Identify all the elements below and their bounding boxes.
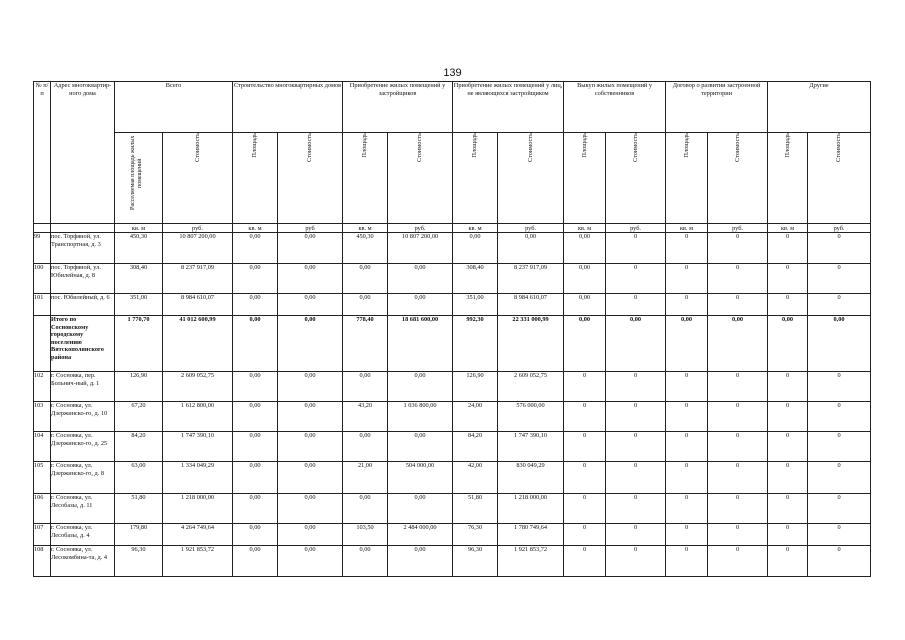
cell-cost: 1 747 390,10 [498, 432, 564, 462]
subheader-area: Площадь [471, 133, 479, 158]
cell-area: 0,00 [343, 432, 388, 462]
cell-area: 0 [666, 402, 708, 432]
cell-area: 1 770,70 [115, 316, 163, 372]
subheader-resettled-area: Расселяемая площадь жилых помещений [129, 135, 143, 211]
row-address: г. Сосновка, ул. Дзержинско-го, д. 25 [51, 432, 115, 462]
cell-area: 103,50 [343, 524, 388, 546]
subheader-area: Площадь [783, 133, 791, 158]
unit-label: кв. м [343, 224, 388, 233]
cell-cost: 0 [808, 546, 871, 577]
cell-cost: 0,00 [708, 316, 768, 372]
cell-cost: 4 264 749,64 [163, 524, 233, 546]
cell-cost: 1 921 853,72 [163, 546, 233, 577]
cell-area: 0,00 [233, 294, 278, 316]
header-group-construction: Строительство многоквартирных домов [233, 82, 343, 133]
cell-area: 778,40 [343, 316, 388, 372]
row-number: 105 [34, 462, 51, 494]
header-group-other: Другие [768, 82, 871, 133]
cell-cost: 2 484 000,00 [388, 524, 453, 546]
cell-area: 0 [768, 294, 808, 316]
cell-cost: 0,00 [278, 462, 343, 494]
subheader-cost: Стоимость [631, 133, 639, 163]
cell-cost: 0,00 [388, 264, 453, 294]
cell-cost: 0 [606, 546, 666, 577]
row-address: пос. Юбилейный, д. 6 [51, 294, 115, 316]
cell-cost: 41 012 600,99 [163, 316, 233, 372]
row-address: г. Сосновка, ул. Дзержинско-го, д. 8 [51, 462, 115, 494]
row-number: 102 [34, 372, 51, 402]
cell-cost: 0 [708, 494, 768, 524]
cell-area: 0 [564, 546, 606, 577]
subheader-area: Площадь [251, 133, 259, 158]
unit-label: руб [278, 224, 343, 233]
table-row [34, 462, 871, 494]
cell-cost: 0,00 [278, 233, 343, 264]
cell-cost: 0 [606, 432, 666, 462]
row-address: г. Сосновка, ул. Лесобазы, д. 4 [51, 524, 115, 546]
row-address: г. Сосновка, ул. Лесокомбина-та, д. 4 [51, 546, 115, 577]
cell-area: 0 [666, 294, 708, 316]
cell-area: 0 [666, 494, 708, 524]
cell-area: 0,00 [564, 264, 606, 294]
cell-cost: 0,00 [388, 494, 453, 524]
row-address: г. Сосновка, ул. Лесобазы, д. 11 [51, 494, 115, 524]
cell-cost: 0 [808, 524, 871, 546]
cell-area: 0 [666, 233, 708, 264]
cell-area: 0,00 [666, 316, 708, 372]
cell-cost: 0 [808, 294, 871, 316]
unit-label: кв. м [768, 224, 808, 233]
cell-cost: 0 [606, 402, 666, 432]
subheader-area: Площадь [361, 133, 369, 158]
cell-area: 67,20 [115, 402, 163, 432]
header-group-territory-development: Договор о развитии застроенной территории [666, 82, 768, 133]
cell-area: 0,00 [233, 233, 278, 264]
cell-cost: 1 780 749,64 [498, 524, 564, 546]
cell-cost: 2 609 052,75 [498, 372, 564, 402]
row-address: пос. Торфяной, ул. Юбилейная, д. 8 [51, 264, 115, 294]
cell-cost: 0,00 [278, 402, 343, 432]
page-number: 139 [443, 67, 462, 79]
cell-area: 0 [666, 524, 708, 546]
cell-cost: 10 807 200,00 [163, 233, 233, 264]
table-row [34, 432, 871, 462]
row-address: г. Сосновка, ул. Дзержинско-го, д. 10 [51, 402, 115, 432]
subheader-cost: Стоимость [306, 133, 314, 163]
row-number: 101 [34, 294, 51, 316]
cell-area: 0,00 [233, 316, 278, 372]
cell-cost: 0 [606, 524, 666, 546]
cell-cost: 8 984 610,07 [498, 294, 564, 316]
cell-cost: 1 921 853,72 [498, 546, 564, 577]
unit-label: руб. [606, 224, 666, 233]
cell-area: 450,30 [115, 233, 163, 264]
cell-cost: 576 000,00 [498, 402, 564, 432]
cell-area: 0 [768, 546, 808, 577]
header-no: № п/п [34, 82, 51, 224]
cell-area: 0,00 [343, 372, 388, 402]
cell-cost: 1 218 000,00 [498, 494, 564, 524]
cell-area: 0 [564, 372, 606, 402]
cell-area: 96,30 [453, 546, 498, 577]
cell-area: 992,30 [453, 316, 498, 372]
unit-label: руб. [708, 224, 768, 233]
cell-area: 51,80 [453, 494, 498, 524]
cell-cost: 0 [808, 233, 871, 264]
unit-label: руб. [388, 224, 453, 233]
unit-label: руб. [808, 224, 871, 233]
row-number [34, 316, 51, 372]
cell-cost: 0,00 [606, 316, 666, 372]
unit-label: кв. м [115, 224, 163, 233]
cell-area: 96,30 [115, 546, 163, 577]
cell-cost: 0,00 [388, 294, 453, 316]
row-number: 106 [34, 494, 51, 524]
cell-area: 0 [666, 462, 708, 494]
cell-area: 0,00 [343, 264, 388, 294]
subheader-cost: Стоимость [835, 133, 843, 163]
table-total-row [34, 316, 871, 372]
cell-area: 84,20 [453, 432, 498, 462]
cell-cost: 0,00 [278, 264, 343, 294]
cell-area: 0,00 [233, 462, 278, 494]
cell-cost: 0 [708, 294, 768, 316]
unit-label: руб. [498, 224, 564, 233]
cell-cost: 0 [808, 372, 871, 402]
cell-area: 0 [768, 233, 808, 264]
cell-cost: 1 334 049,29 [163, 462, 233, 494]
cell-area: 0 [768, 494, 808, 524]
cell-area: 0,00 [343, 294, 388, 316]
cell-area: 0 [768, 264, 808, 294]
cell-area: 0,00 [343, 494, 388, 524]
cell-area: 0 [768, 372, 808, 402]
cell-cost: 0 [808, 494, 871, 524]
cell-area: 0 [564, 524, 606, 546]
cell-area: 0,00 [233, 432, 278, 462]
cell-area: 0 [666, 546, 708, 577]
cell-cost: 8 237 917,09 [163, 264, 233, 294]
resettlement-table [33, 81, 871, 577]
cell-cost: 1 036 800,00 [388, 402, 453, 432]
cell-cost: 0 [606, 494, 666, 524]
cell-cost: 0 [708, 233, 768, 264]
cell-area: 0 [666, 432, 708, 462]
cell-area: 308,40 [115, 264, 163, 294]
cell-area: 450,30 [343, 233, 388, 264]
cell-area: 0 [768, 402, 808, 432]
table-row [34, 294, 871, 316]
row-number: 107 [34, 524, 51, 546]
cell-area: 0 [564, 494, 606, 524]
header-group-owner-buyout: Выкуп жилых помещений у собственников [564, 82, 666, 133]
cell-area: 0 [768, 462, 808, 494]
cell-area: 0 [768, 432, 808, 462]
cell-area: 63,00 [115, 462, 163, 494]
cell-cost: 0,00 [278, 294, 343, 316]
cell-area: 0,00 [233, 494, 278, 524]
cell-area: 76,30 [453, 524, 498, 546]
row-number: 100 [34, 264, 51, 294]
units-row [34, 224, 871, 233]
cell-cost: 0 [606, 264, 666, 294]
cell-cost: 0 [808, 402, 871, 432]
header-address: Адрес многоквартир-ного дома [51, 82, 115, 224]
cell-cost: 0,00 [278, 546, 343, 577]
cell-cost: 1 218 000,00 [163, 494, 233, 524]
table-row [34, 546, 871, 577]
cell-area: 0 [666, 372, 708, 402]
unit-label: кв. м [666, 224, 708, 233]
subheader-cost: Стоимость [193, 133, 201, 163]
cell-cost: 1 612 800,00 [163, 402, 233, 432]
row-number: 104 [34, 432, 51, 462]
cell-area: 0,00 [564, 316, 606, 372]
table-row [34, 494, 871, 524]
cell-cost: 0,00 [388, 546, 453, 577]
cell-cost: 0,00 [388, 432, 453, 462]
cell-cost: 0 [808, 432, 871, 462]
cell-cost: 0 [606, 462, 666, 494]
unit-label: кв. м [564, 224, 606, 233]
cell-area: 21,00 [343, 462, 388, 494]
table-row [34, 524, 871, 546]
cell-cost: 0 [606, 233, 666, 264]
cell-cost: 0 [606, 372, 666, 402]
cell-cost: 0,00 [278, 494, 343, 524]
cell-area: 0,00 [233, 402, 278, 432]
row-number: 108 [34, 546, 51, 577]
cell-area: 0,00 [233, 524, 278, 546]
subheader-cost: Стоимость [526, 133, 534, 163]
cell-area: 126,90 [115, 372, 163, 402]
cell-area: 0,00 [453, 233, 498, 264]
cell-cost: 8 984 610,07 [163, 294, 233, 316]
subheader-cost: Стоимость [733, 133, 741, 163]
cell-area: 0,00 [564, 294, 606, 316]
cell-cost: 0 [708, 432, 768, 462]
cell-cost: 0 [808, 462, 871, 494]
cell-cost: 0 [708, 264, 768, 294]
cell-area: 126,90 [453, 372, 498, 402]
cell-area: 0 [564, 462, 606, 494]
cell-cost: 504 000,00 [388, 462, 453, 494]
cell-cost: 0,00 [278, 372, 343, 402]
row-address: пос. Торфяной, ул. Транспортная, д. 3 [51, 233, 115, 264]
cell-area: 179,80 [115, 524, 163, 546]
cell-cost: 22 331 000,99 [498, 316, 564, 372]
cell-cost: 0 [708, 402, 768, 432]
cell-area: 0 [564, 402, 606, 432]
cell-cost: 0,00 [808, 316, 871, 372]
cell-cost: 0 [708, 546, 768, 577]
cell-area: 0 [564, 432, 606, 462]
header-group-non-developer-purchase: Приобретение жилых помещений у лиц, не являющихся застройщиком [453, 82, 564, 133]
cell-cost: 0 [708, 372, 768, 402]
cell-area: 84,20 [115, 432, 163, 462]
cell-area: 0,00 [768, 316, 808, 372]
row-number: 103 [34, 402, 51, 432]
total-label: Итого по Сосновскому городскому поселению Вятскополянского района [51, 316, 115, 372]
cell-cost: 0 [808, 264, 871, 294]
cell-area: 351,00 [453, 294, 498, 316]
cell-cost: 0,00 [278, 316, 343, 372]
cell-area: 51,80 [115, 494, 163, 524]
table-row [34, 233, 871, 264]
row-number: 99 [34, 233, 51, 264]
subheader-cost: Стоимость [416, 133, 424, 163]
unit-label: кв. м [453, 224, 498, 233]
unit-label: руб. [163, 224, 233, 233]
cell-cost: 0 [606, 294, 666, 316]
table-row [34, 372, 871, 402]
cell-area: 0,00 [233, 372, 278, 402]
cell-cost: 0 [708, 462, 768, 494]
cell-cost: 1 747 390,10 [163, 432, 233, 462]
cell-area: 0,00 [233, 264, 278, 294]
cell-cost: 2 609 052,75 [163, 372, 233, 402]
cell-area: 0 [666, 264, 708, 294]
table-row [34, 402, 871, 432]
cell-area: 0,00 [233, 546, 278, 577]
table-body [34, 233, 871, 577]
cell-area: 24,00 [453, 402, 498, 432]
header-group-developer-purchase: Приобретение жилых помещений у застройщиков [343, 82, 453, 133]
cell-cost: 0,00 [498, 233, 564, 264]
cell-cost: 8 237 917,09 [498, 264, 564, 294]
cell-area: 0,00 [343, 546, 388, 577]
cell-area: 43,20 [343, 402, 388, 432]
header-group-total: Всего [115, 82, 233, 133]
cell-cost: 10 807 200,00 [388, 233, 453, 264]
unit-label: кв. м [233, 224, 278, 233]
cell-cost: 0,00 [278, 524, 343, 546]
subheader-area: Площадь [682, 133, 690, 158]
cell-cost: 0,00 [388, 372, 453, 402]
cell-cost: 0,00 [278, 432, 343, 462]
cell-area: 351,00 [115, 294, 163, 316]
table-row [34, 264, 871, 294]
cell-cost: 830 049,29 [498, 462, 564, 494]
cell-cost: 0 [708, 524, 768, 546]
row-address: г. Сосновка, пер. Больнич-ный, д. 1 [51, 372, 115, 402]
cell-area: 308,40 [453, 264, 498, 294]
subheader-area: Площадь [580, 133, 588, 158]
cell-area: 42,00 [453, 462, 498, 494]
cell-area: 0,00 [564, 233, 606, 264]
cell-area: 0 [768, 524, 808, 546]
cell-cost: 18 681 600,00 [388, 316, 453, 372]
